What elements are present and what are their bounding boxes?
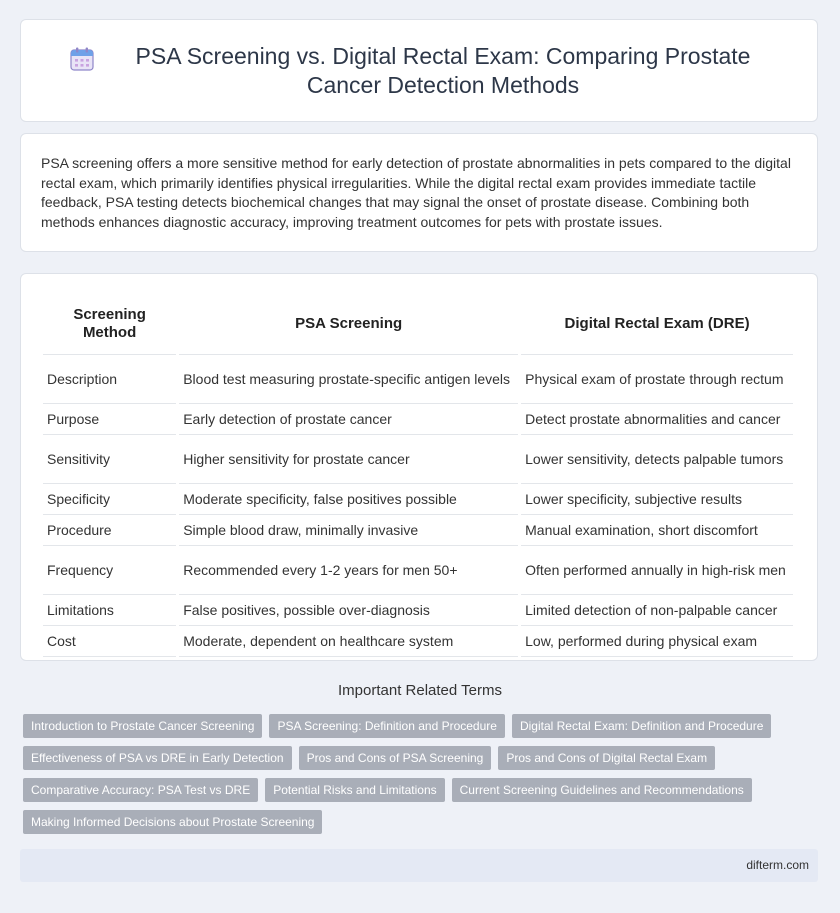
psa-cell: Moderate, dependent on healthcare system	[179, 626, 518, 657]
row-label: Sensitivity	[43, 435, 176, 484]
related-term-link[interactable]: Effectiveness of PSA vs DRE in Early Detection	[23, 746, 292, 770]
related-terms-title: Important Related Terms	[338, 682, 502, 699]
psa-cell: Blood test measuring prostate-specific antigen levels	[179, 355, 518, 404]
footer-site-link[interactable]: difterm.com	[746, 858, 809, 872]
intro-card	[20, 133, 818, 252]
table-header-row	[43, 294, 793, 355]
table-row	[43, 484, 793, 515]
header-psa-screening: PSA Screening	[179, 294, 518, 355]
related-term-link[interactable]: Current Screening Guidelines and Recommendations	[452, 778, 752, 802]
table-row	[43, 515, 793, 546]
psa-cell: False positives, possible over-diagnosis	[179, 595, 518, 626]
related-term-link[interactable]: Potential Risks and Limitations	[265, 778, 444, 802]
table-row	[43, 595, 793, 626]
dre-cell: Often performed annually in high-risk men	[521, 546, 793, 595]
psa-cell: Simple blood draw, minimally invasive	[179, 515, 518, 546]
dre-cell: Physical exam of prostate through rectum	[521, 355, 793, 404]
related-term-link[interactable]: Pros and Cons of Digital Rectal Exam	[498, 746, 715, 770]
related-terms-list	[23, 714, 803, 842]
calendar-icon	[69, 46, 95, 72]
table-row	[43, 626, 793, 657]
related-term-link[interactable]: Pros and Cons of PSA Screening	[299, 746, 492, 770]
related-term-link[interactable]: Making Informed Decisions about Prostate Screening	[23, 810, 322, 834]
row-label: Procedure	[43, 515, 176, 546]
comparison-table	[40, 294, 796, 657]
table-row	[43, 435, 793, 484]
psa-cell: Recommended every 1-2 years for men 50+	[179, 546, 518, 595]
row-label: Description	[43, 355, 176, 404]
title-card	[20, 19, 818, 122]
page-title: PSA Screening vs. Digital Rectal Exam: Comparing Prostate Cancer Detection Methods	[135, 42, 751, 98]
related-term-link[interactable]: PSA Screening: Definition and Procedure	[269, 714, 504, 738]
row-label: Purpose	[43, 404, 176, 435]
title-wrap	[69, 42, 769, 100]
row-label: Specificity	[43, 484, 176, 515]
footer	[20, 849, 818, 882]
table-row	[43, 546, 793, 595]
psa-cell: Higher sensitivity for prostate cancer	[179, 435, 518, 484]
dre-cell: Lower sensitivity, detects palpable tumors	[521, 435, 793, 484]
dre-cell: Limited detection of non-palpable cancer	[521, 595, 793, 626]
dre-cell: Lower specificity, subjective results	[521, 484, 793, 515]
related-term-link[interactable]: Comparative Accuracy: PSA Test vs DRE	[23, 778, 258, 802]
dre-cell: Low, performed during physical exam	[521, 626, 793, 657]
intro-paragraph: PSA screening offers a more sensitive method for early detection of prostate abnormalities in pets compared to the digital rectal exam, which primarily identifies physical irregularities. While the digital rectal exam provides immediate tactile feedback, PSA testing detects biochemical changes that may signal the onset of prostate disease. Combining both methods enhances diagnostic accuracy, improving treatment outcomes for pets with prostate issues.	[41, 155, 791, 230]
row-label: Limitations	[43, 595, 176, 626]
related-term-link[interactable]: Digital Rectal Exam: Definition and Procedure	[512, 714, 771, 738]
table-row	[43, 404, 793, 435]
psa-cell: Moderate specificity, false positives possible	[179, 484, 518, 515]
comparison-table-card	[20, 273, 818, 661]
related-term-link[interactable]: Introduction to Prostate Cancer Screening	[23, 714, 262, 738]
dre-cell: Manual examination, short discomfort	[521, 515, 793, 546]
psa-cell: Early detection of prostate cancer	[179, 404, 518, 435]
dre-cell: Detect prostate abnormalities and cancer	[521, 404, 793, 435]
row-label: Cost	[43, 626, 176, 657]
row-label: Frequency	[43, 546, 176, 595]
header-digital-rectal-exam: Digital Rectal Exam (DRE)	[521, 294, 793, 355]
header-screening-method: Screening Method	[43, 294, 176, 355]
table-row	[43, 355, 793, 404]
